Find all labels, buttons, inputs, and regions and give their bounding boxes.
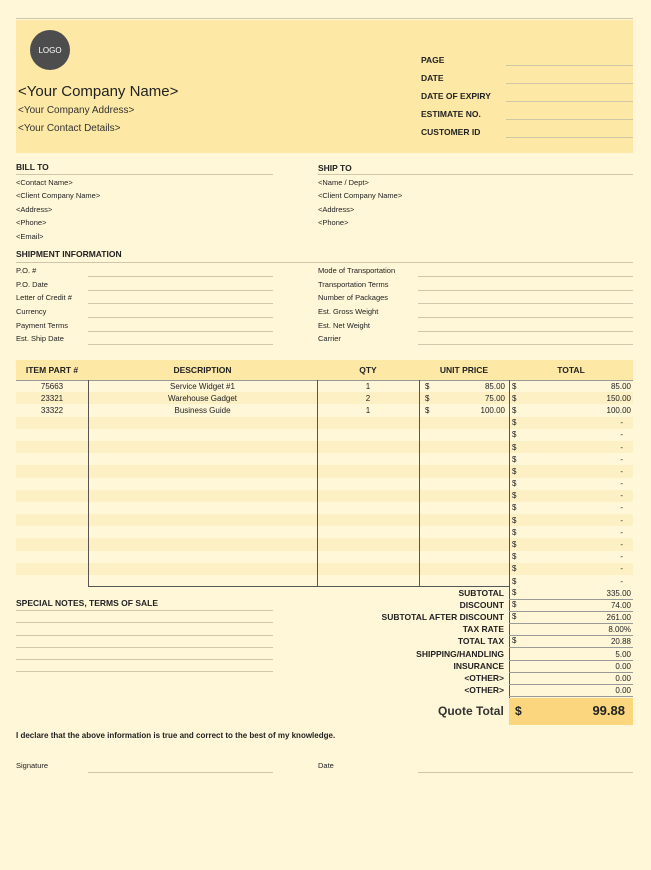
bill-to-title: BILL TO xyxy=(16,162,49,172)
summary-value[interactable]: 20.88 xyxy=(610,637,631,647)
item-unit-price-cell xyxy=(419,406,509,415)
currency-symbol: $ xyxy=(512,576,517,586)
total-value: - xyxy=(620,515,623,525)
items-table xyxy=(16,360,633,587)
item-total-cell xyxy=(509,503,633,512)
total-value: 100.00 xyxy=(606,405,631,415)
currency-symbol: $ xyxy=(425,393,430,403)
date-label: DATE xyxy=(421,73,444,83)
summary-value[interactable]: 0.00 xyxy=(615,685,631,695)
total-value: 85.00 xyxy=(610,381,631,391)
company-name: <Your Company Name> xyxy=(18,83,179,100)
item-total-cell xyxy=(509,394,633,403)
company-address: <Your Company Address> xyxy=(18,105,135,116)
item-unit-price-cell xyxy=(419,394,509,403)
quote-total-currency: $ xyxy=(515,704,522,718)
currency-symbol: $ xyxy=(512,479,517,489)
estimate-no-field[interactable] xyxy=(506,119,633,120)
item-part-cell: 33322 xyxy=(40,405,64,415)
shipment-label: Carrier xyxy=(318,334,341,343)
table-rule xyxy=(88,586,509,587)
unit-price-value: 85.00 xyxy=(484,381,505,391)
total-value: - xyxy=(620,479,623,489)
shipment-label: Currency xyxy=(16,307,47,316)
top-rule xyxy=(16,18,633,19)
table-row[interactable] xyxy=(16,490,633,502)
date-label: Date xyxy=(318,761,334,770)
summary-rule xyxy=(509,611,633,612)
shipment-label: P.O. # xyxy=(16,266,37,275)
currency-symbol: $ xyxy=(425,405,430,415)
shipment-label: P.O. Date xyxy=(16,280,48,289)
notes-line[interactable] xyxy=(16,622,273,623)
currency-symbol: $ xyxy=(512,527,517,537)
total-value: - xyxy=(620,552,623,562)
currency-symbol: $ xyxy=(512,540,517,550)
total-value: - xyxy=(620,576,623,586)
summary-label: SUBTOTAL xyxy=(458,588,504,598)
currency-symbol: $ xyxy=(512,503,517,513)
currency-symbol: $ xyxy=(512,430,517,440)
ship-to-line: <Address> xyxy=(318,205,355,214)
item-total-cell xyxy=(509,516,633,525)
summary-rule xyxy=(509,599,633,600)
shipment-label: Mode of Transportation xyxy=(318,266,396,275)
summary-label: <OTHER> xyxy=(464,684,504,695)
col-border xyxy=(317,380,318,587)
currency-symbol: $ xyxy=(512,612,517,622)
total-value: - xyxy=(620,454,623,464)
table-row[interactable] xyxy=(16,538,633,550)
item-unit-price-cell xyxy=(419,382,509,391)
table-row[interactable] xyxy=(16,478,633,490)
col-header-part: ITEM PART # xyxy=(25,365,79,375)
table-row[interactable] xyxy=(16,465,633,477)
col-border xyxy=(88,380,89,587)
item-qty-cell: 2 xyxy=(365,393,371,403)
shipment-label: Letter of Credit # xyxy=(16,293,72,302)
notes-line[interactable] xyxy=(16,610,273,611)
table-row[interactable] xyxy=(16,563,633,575)
transport-terms-field[interactable] xyxy=(418,290,633,291)
ship-to-line: <Client Company Name> xyxy=(318,191,403,200)
item-rows xyxy=(16,380,633,587)
item-qty-cell: 1 xyxy=(365,405,371,415)
currency-symbol: $ xyxy=(425,381,430,391)
summary-label: TAX RATE xyxy=(462,624,504,635)
summary-label: DISCOUNT xyxy=(459,600,504,611)
contact-details: <Your Contact Details> xyxy=(18,123,121,134)
date-field[interactable] xyxy=(506,83,633,84)
shipment-label: Est. Gross Weight xyxy=(318,307,379,316)
total-value: - xyxy=(620,540,623,550)
item-part-cell: 23321 xyxy=(40,393,64,403)
total-value: - xyxy=(620,418,623,428)
ship-date-field[interactable] xyxy=(88,344,273,345)
item-total-cell xyxy=(509,564,633,573)
table-row[interactable] xyxy=(16,404,633,416)
estimate-no-label: ESTIMATE NO. xyxy=(421,109,481,119)
bill-to-line: <Email> xyxy=(16,232,44,241)
notes-line[interactable] xyxy=(16,671,273,672)
declaration: I declare that the above information is true and correct to the best of my knowledge. xyxy=(16,731,336,740)
currency-symbol: $ xyxy=(512,454,517,464)
notes-title: SPECIAL NOTES, TERMS OF SALE xyxy=(16,598,158,608)
summary-label: SHIPPING/HANDLING xyxy=(416,648,504,659)
table-row[interactable] xyxy=(16,514,633,526)
unit-price-value: 75.00 xyxy=(484,393,505,403)
item-total-cell xyxy=(509,491,633,500)
table-row[interactable] xyxy=(16,502,633,514)
date-field[interactable] xyxy=(418,772,633,773)
currency-symbol: $ xyxy=(512,405,517,415)
bill-to-line: <Phone> xyxy=(16,218,47,227)
unit-price-value: 100.00 xyxy=(480,405,505,415)
bill-to-line: <Client Company Name> xyxy=(16,191,101,200)
summary-value[interactable]: 74.00 xyxy=(610,601,631,611)
currency-symbol: $ xyxy=(512,600,517,610)
expiry-label: DATE OF EXPIRY xyxy=(421,91,491,101)
ship-to-line: <Name / Dept> xyxy=(318,178,369,187)
carrier-field[interactable] xyxy=(418,344,633,345)
total-value: - xyxy=(620,527,623,537)
quote-total-label: Quote Total xyxy=(438,704,504,718)
summary-label: <OTHER> xyxy=(464,672,504,683)
total-value: - xyxy=(620,430,623,440)
table-row[interactable] xyxy=(16,380,633,392)
currency-symbol: $ xyxy=(512,588,517,597)
col-header-unit-price: UNIT PRICE xyxy=(439,365,489,375)
summary-value[interactable]: 0.00 xyxy=(615,673,631,683)
logo: LOGO xyxy=(30,30,70,70)
currency-symbol: $ xyxy=(512,418,517,428)
total-value: - xyxy=(620,491,623,501)
summary-label: SUBTOTAL AFTER DISCOUNT xyxy=(381,612,504,623)
currency-symbol: $ xyxy=(512,491,517,501)
currency-symbol: $ xyxy=(512,381,517,391)
summary-rule xyxy=(509,684,633,685)
letter-of-credit-field[interactable] xyxy=(88,303,273,304)
packages-field[interactable] xyxy=(418,303,633,304)
transport-mode-field[interactable] xyxy=(418,276,633,277)
shipment-label: Number of Packages xyxy=(318,293,389,302)
customer-id-label: CUSTOMER ID xyxy=(421,127,481,137)
expiry-field[interactable] xyxy=(506,101,633,102)
quote-total-value: 99.88 xyxy=(592,703,625,718)
currency-symbol: $ xyxy=(512,393,517,403)
total-value: - xyxy=(620,466,623,476)
summary-label: INSURANCE xyxy=(453,660,504,671)
shipment-label: Payment Terms xyxy=(16,321,68,330)
summary-rule xyxy=(509,672,633,673)
col-header-qty: QTY xyxy=(359,365,377,375)
col-border xyxy=(509,380,510,698)
po-date-field[interactable] xyxy=(88,290,273,291)
signature-label: Signature xyxy=(16,761,49,770)
summary-label: TOTAL TAX xyxy=(457,636,504,647)
notes-line[interactable] xyxy=(16,659,273,660)
item-qty-cell: 1 xyxy=(365,381,371,391)
item-total-cell xyxy=(509,479,633,488)
gross-weight-field[interactable] xyxy=(418,317,633,318)
net-weight-field[interactable] xyxy=(418,331,633,332)
total-value: - xyxy=(620,503,623,513)
divider xyxy=(318,174,633,175)
col-header-total: TOTAL xyxy=(557,365,585,375)
items-header xyxy=(16,360,633,380)
summary-rule xyxy=(509,635,633,636)
shipment-label: Transportation Terms xyxy=(318,280,389,289)
table-rule xyxy=(16,380,633,381)
item-total-cell xyxy=(509,382,633,391)
item-total-cell xyxy=(509,552,633,561)
summary-value[interactable]: 261.00 xyxy=(606,613,631,623)
estimate-header xyxy=(16,20,633,153)
item-total-cell xyxy=(509,540,633,549)
table-row[interactable] xyxy=(16,526,633,538)
currency-symbol: $ xyxy=(512,466,517,476)
summary-value[interactable]: 8.00% xyxy=(608,625,631,635)
bill-to-line: <Address> xyxy=(16,205,53,214)
total-value: 150.00 xyxy=(606,393,631,403)
page-label: PAGE xyxy=(421,55,445,65)
summary-value[interactable]: 5.00 xyxy=(615,649,631,659)
notes-line[interactable] xyxy=(16,635,273,636)
currency-symbol: $ xyxy=(512,442,517,452)
item-part-cell: 75663 xyxy=(40,381,64,391)
currency-symbol: $ xyxy=(512,564,517,574)
total-value: - xyxy=(620,442,623,452)
summary-rule xyxy=(509,660,633,661)
currency-symbol: $ xyxy=(512,515,517,525)
item-total-cell xyxy=(509,443,633,452)
item-total-cell xyxy=(509,577,633,586)
summary-value[interactable]: 335.00 xyxy=(606,589,631,598)
summary-rule xyxy=(509,623,633,624)
shipment-label: Est. Net Weight xyxy=(318,321,370,330)
shipment-label: Est. Ship Date xyxy=(16,334,64,343)
customer-id-field[interactable] xyxy=(506,137,633,138)
notes-line[interactable] xyxy=(16,647,273,648)
item-total-cell xyxy=(509,467,633,476)
currency-symbol: $ xyxy=(512,636,517,646)
signature-field[interactable] xyxy=(88,772,273,773)
divider xyxy=(16,262,633,263)
table-row[interactable] xyxy=(16,417,633,429)
col-header-description: DESCRIPTION xyxy=(173,365,232,375)
table-row[interactable] xyxy=(16,551,633,563)
item-description-cell: Business Guide xyxy=(174,405,231,415)
po-field[interactable] xyxy=(88,276,273,277)
item-description-cell: Service Widget #1 xyxy=(170,381,235,391)
summary-value[interactable]: 0.00 xyxy=(615,661,631,671)
item-total-cell xyxy=(509,455,633,464)
page-field[interactable] xyxy=(506,65,633,66)
item-description-cell: Warehouse Gadget xyxy=(167,393,238,403)
item-total-cell xyxy=(509,418,633,427)
table-row[interactable] xyxy=(16,441,633,453)
summary-rule xyxy=(509,696,633,697)
item-total-cell xyxy=(509,528,633,537)
currency-field[interactable] xyxy=(88,317,273,318)
ship-to-title: SHIP TO xyxy=(318,163,352,173)
item-total-cell xyxy=(509,406,633,415)
shipment-title: SHIPMENT INFORMATION xyxy=(16,249,122,259)
currency-symbol: $ xyxy=(512,552,517,562)
summary-rule xyxy=(509,647,633,648)
table-row[interactable] xyxy=(16,453,633,465)
bill-to-line: <Contact Name> xyxy=(16,178,73,187)
divider xyxy=(16,174,273,175)
payment-terms-field[interactable] xyxy=(88,331,273,332)
total-value: - xyxy=(620,564,623,574)
col-border xyxy=(419,380,420,587)
table-row[interactable] xyxy=(16,392,633,404)
item-total-cell xyxy=(509,430,633,439)
ship-to-line: <Phone> xyxy=(318,218,349,227)
table-row[interactable] xyxy=(16,429,633,441)
